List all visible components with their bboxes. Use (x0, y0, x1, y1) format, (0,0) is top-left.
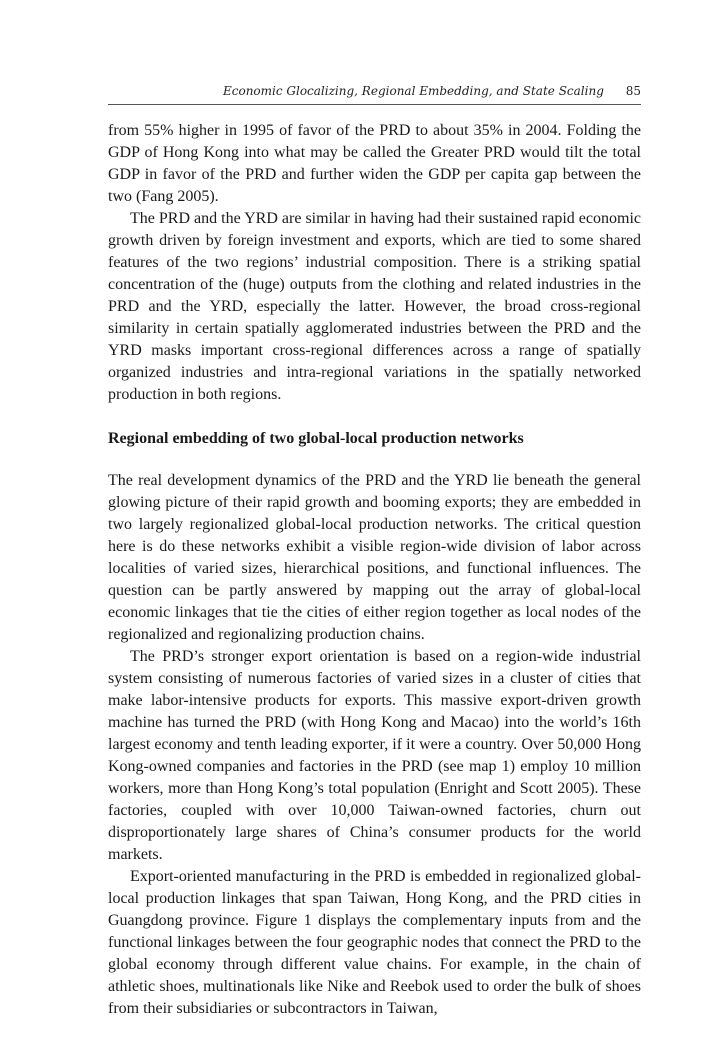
running-head-title: Economic Glocalizing, Regional Embedding, and State Scaling (223, 84, 604, 98)
paragraph-export-manufacturing: Export-oriented manufacturing in the PRD is embedded in regionalized global-local production linkages that span Taiwan, Hong Kong, and the PRD cities in Guangdong province. Figure 1 displays the complementary inputs from and the functional linkages between the four geographic nodes that connect the PRD to the global economy through different value chains. For example, in the chain of athletic shoes, multinationals like Nike and Reebok used to order the bulk of shoes from their subsidiaries or subcontractors in Taiwan, (108, 868, 641, 1017)
section-heading: Regional embedding of two global-local production networks (108, 430, 524, 447)
body-text (108, 120, 641, 1020)
page-number: 85 (625, 84, 641, 98)
running-head (108, 84, 641, 105)
paragraph-development-dynamics: The real development dynamics of the PRD and the YRD lie beneath the general glowing picture of their rapid growth and booming exports; they are embedded in two largely regionalized global-local production networks. The critical question here is do these networks exhibit a visible region-wide division of labor across localities of varied sizes, hierarchical positions, and functional influences. The question can be partly answered by mapping out the array of global-local economic linkages that tie the cities of either region together as local nodes of the regionalized and regionalizing production chains. (108, 472, 641, 643)
paragraph-continued: from 55% higher in 1995 of favor of the PRD to about 35% in 2004. Folding the GDP of Hong Kong into what may be called the Greater PRD would tilt the total GDP in favor of the PRD and further widen the GDP per capita gap between the two (Fang 2005). (108, 122, 641, 205)
paragraph-export-orientation: The PRD’s stronger export orientation is based on a region-wide industrial system consisting of numerous factories of varied sizes in a cluster of cities that make labor-intensive products for exports. This massive export-driven growth machine has turned the PRD (with Hong Kong and Macao) into the world’s 16th largest economy and tenth leading exporter, if it were a country. Over 50,000 Hong Kong-owned companies and factories in the PRD (see map 1) employ 10 million workers, more than Hong Kong’s total population (Enright and Scott 2005). These factories, coupled with over 10,000 Taiwan-owned factories, churn out disproportionately large shares of China’s consumer products for the world markets. (108, 648, 641, 863)
paragraph-prd-yrd-similarity: The PRD and the YRD are similar in having had their sustained rapid economic growth driven by foreign investment and exports, which are tied to some shared features of the two regions’ industrial composition. There is a striking spatial concentration of the (huge) outputs from the clothing and related industries in the PRD and the YRD, especially the latter. However, the broad cross-regional similarity in certain spatially agglomerated industries between the PRD and the YRD masks important cross-regional differences across a range of spatially organized industries and intra-regional variations in the spatially networked production in both regions. (108, 210, 641, 403)
